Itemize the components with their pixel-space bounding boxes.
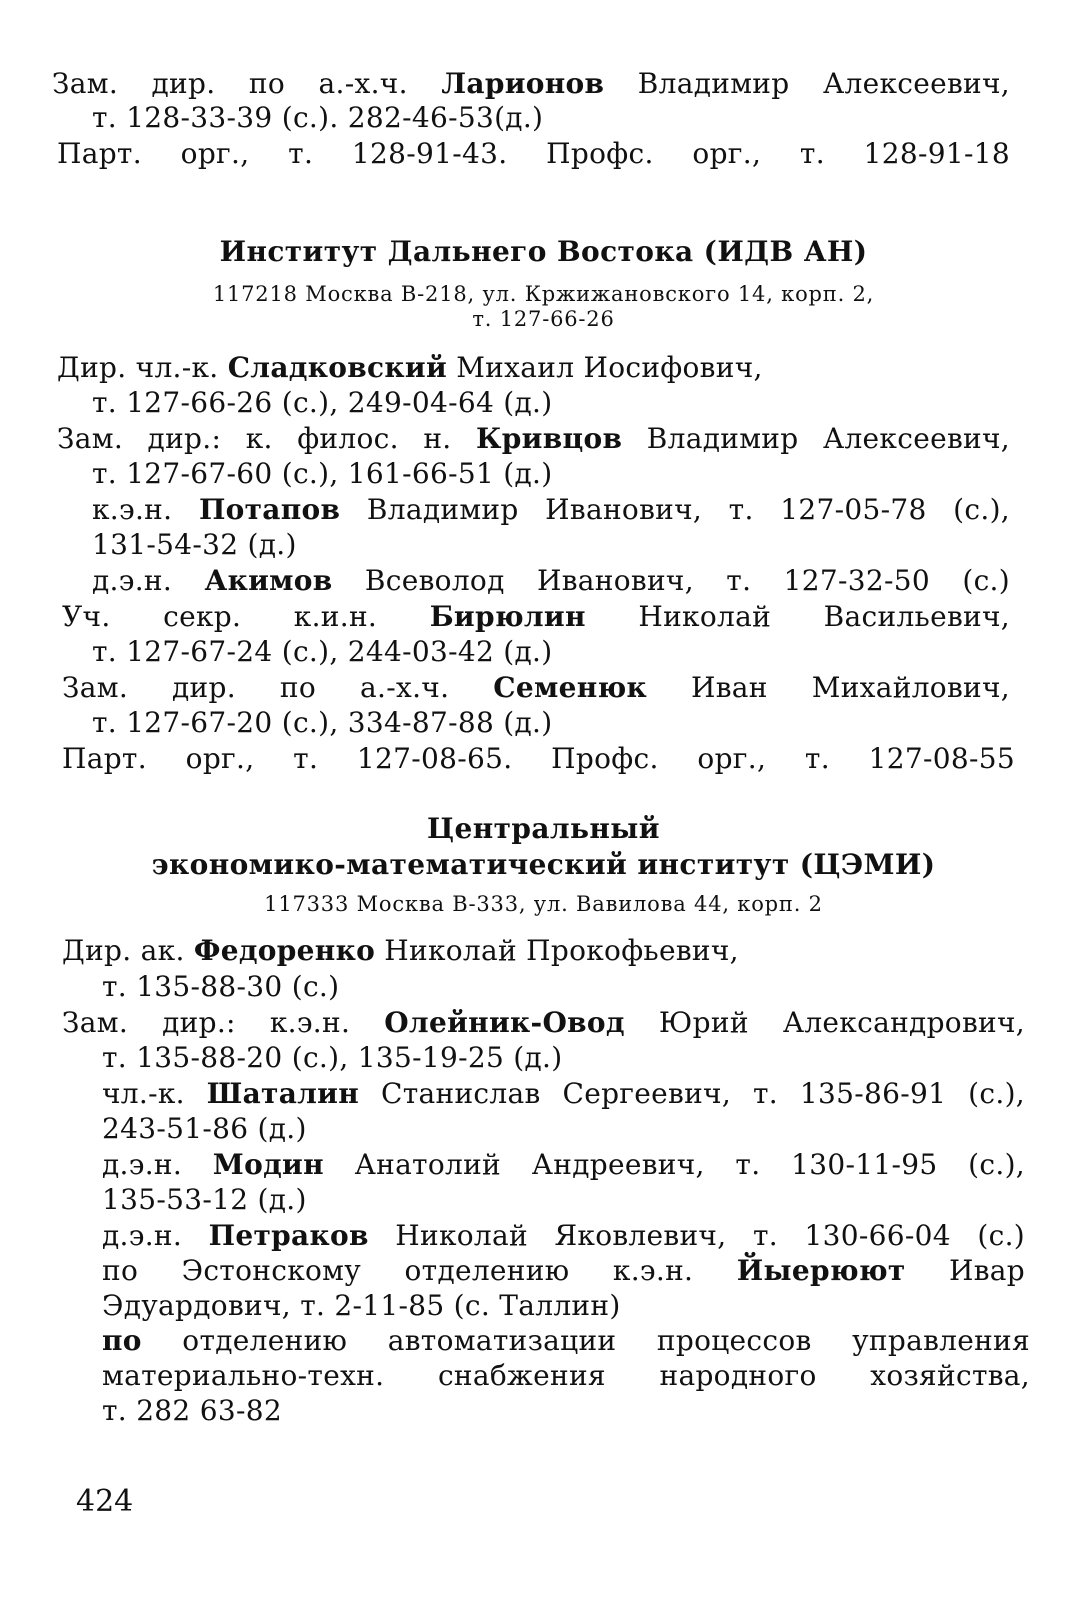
person-name: Акимов xyxy=(204,564,333,597)
text-run: Эдуардович, т. 2-11-85 (с. Таллин) xyxy=(102,1289,621,1322)
text-run: материально-техн. снабжения народного хозяйства, xyxy=(102,1359,1030,1392)
institute-heading xyxy=(0,849,1087,881)
person-name: Модин xyxy=(212,1148,324,1181)
entry-line xyxy=(57,352,887,384)
person-name: Потапов xyxy=(198,493,341,526)
text-run: Всеволод Иванович, т. 127-32-50 (с.) xyxy=(332,564,1010,597)
entry-line xyxy=(92,529,352,561)
person-name: Федоренко xyxy=(193,934,376,967)
entry-line xyxy=(102,971,402,1003)
text-run: т. 282 63-82 xyxy=(102,1394,282,1427)
person-name: Семенюк xyxy=(493,671,648,704)
text-run: Анатолий Андреевич, т. 130-11-95 (с.), xyxy=(323,1148,1025,1181)
text-run: Парт. орг., т. 127-08-65. Профс. орг., т. 127-08-55 xyxy=(62,742,1015,775)
text-run: Зам. дир. по а.-х.ч. xyxy=(52,67,442,100)
text-run: т. 127-67-20 (с.), 334-87-88 (д.) xyxy=(92,706,553,739)
entry-line xyxy=(92,102,632,134)
entry-line xyxy=(102,1395,302,1427)
text-run: Зам. дир.: к. филос. н. xyxy=(57,422,477,455)
entry-line xyxy=(92,636,662,668)
text-run: по Эстонскому отделению к.э.н. xyxy=(102,1254,737,1287)
person-name: Кривцов xyxy=(476,422,623,455)
entry-line xyxy=(62,935,882,967)
entry-line xyxy=(92,707,662,739)
text-run: т. 128-33-39 (с.). 282-46-53(д.) xyxy=(92,101,544,134)
entry-line xyxy=(52,68,1010,100)
entry-line xyxy=(102,1184,352,1216)
entry-line xyxy=(92,494,1010,526)
person-name: Ларионов xyxy=(441,67,605,100)
person-name: Институт Дальнего Востока (ИДВ АН) xyxy=(219,235,868,268)
entry-line xyxy=(62,743,1015,775)
text-run: Станислав Сергеевич, т. 135-86-91 (с.), xyxy=(359,1077,1025,1110)
page-number: 424 xyxy=(76,1484,134,1519)
entry-line xyxy=(62,601,1010,633)
text-run: Парт. орг., т. 128-91-43. Профс. орг., т. 128-91-18 xyxy=(57,137,1010,170)
text-run: Дир. ак. xyxy=(62,934,194,967)
text-run: отделению автоматизации процессов управления xyxy=(141,1324,1030,1357)
institute-address xyxy=(0,281,1087,307)
entry-line xyxy=(92,458,672,490)
person-name: по xyxy=(102,1324,142,1357)
text-run: Николай Яковлевич, т. 130-66-04 (с.) xyxy=(368,1219,1025,1252)
text-run: 117218 Москва В-218, ул. Кржижановского 14, корп. 2, xyxy=(212,282,875,306)
entry-line xyxy=(102,1360,1030,1392)
institute-heading xyxy=(0,236,1087,268)
institute-heading xyxy=(0,813,1087,845)
entry-line xyxy=(102,1325,1030,1357)
text-run: 131-54-32 (д.) xyxy=(92,528,297,561)
entry-line xyxy=(62,672,1010,704)
person-name: Олейник-Овод xyxy=(384,1006,625,1039)
entry-line xyxy=(102,1149,1025,1181)
text-run: чл.-к. xyxy=(102,1077,207,1110)
person-name: Сладковский xyxy=(227,351,448,384)
person-name: экономико-математический институт (ЦЭМИ) xyxy=(151,848,936,881)
text-run: Владимир Алексеевич, xyxy=(604,67,1011,100)
text-run: Михаил Иосифович, xyxy=(447,351,763,384)
text-run: т. 135-88-30 (с.) xyxy=(102,970,340,1003)
entry-line xyxy=(57,138,1010,170)
text-run: к.э.н. xyxy=(92,493,199,526)
person-name: Бирюлин xyxy=(429,600,586,633)
text-run: 243-51-86 (д.) xyxy=(102,1112,307,1145)
entry-line xyxy=(62,1007,1025,1039)
entry-line xyxy=(92,565,1010,597)
entry-line xyxy=(102,1290,742,1322)
entry-line xyxy=(92,387,652,419)
text-run: т. 127-66-26 xyxy=(472,307,615,331)
text-run: Зам. дир.: к.э.н. xyxy=(62,1006,385,1039)
text-run: Иван Михайлович, xyxy=(647,671,1010,704)
entry-line xyxy=(57,423,1010,455)
text-run: Владимир Алексеевич, xyxy=(622,422,1010,455)
text-run: Николай Прокофьевич, xyxy=(375,934,739,967)
text-run: Уч. секр. к.и.н. xyxy=(62,600,430,633)
text-run: Зам. дир. по а.-х.ч. xyxy=(62,671,494,704)
text-run: т. 127-66-26 (с.), 249-04-64 (д.) xyxy=(92,386,553,419)
text-run: д.э.н. xyxy=(92,564,205,597)
text-run: д.э.н. xyxy=(102,1219,209,1252)
person-name: Петраков xyxy=(208,1219,369,1252)
text-run: т. 127-67-60 (с.), 161-66-51 (д.) xyxy=(92,457,553,490)
entry-line xyxy=(102,1078,1025,1110)
text-run: 135-53-12 (д.) xyxy=(102,1183,307,1216)
institute-address xyxy=(0,891,1087,917)
entry-line xyxy=(102,1255,1025,1287)
entry-line xyxy=(102,1220,1025,1252)
text-run: Владимир Иванович, т. 127-05-78 (с.), xyxy=(340,493,1010,526)
text-run: Ивар xyxy=(905,1254,1025,1287)
person-name: Йыерюют xyxy=(736,1254,906,1287)
institute-address xyxy=(0,306,1087,332)
text-run: Дир. чл.-к. xyxy=(57,351,228,384)
text-run: д.э.н. xyxy=(102,1148,213,1181)
text-run: т. 127-67-24 (с.), 244-03-42 (д.) xyxy=(92,635,553,668)
person-name: Центральный xyxy=(427,812,660,845)
text-run: т. 135-88-20 (с.), 135-19-25 (д.) xyxy=(102,1041,563,1074)
entry-line xyxy=(102,1042,662,1074)
text-run: Юрий Александрович, xyxy=(624,1006,1026,1039)
person-name: Шаталин xyxy=(206,1077,360,1110)
text-run: 117333 Москва В-333, ул. Вавилова 44, корп. 2 xyxy=(264,892,823,916)
text-run: Николай Васильевич, xyxy=(585,600,1010,633)
entry-line xyxy=(102,1113,352,1145)
